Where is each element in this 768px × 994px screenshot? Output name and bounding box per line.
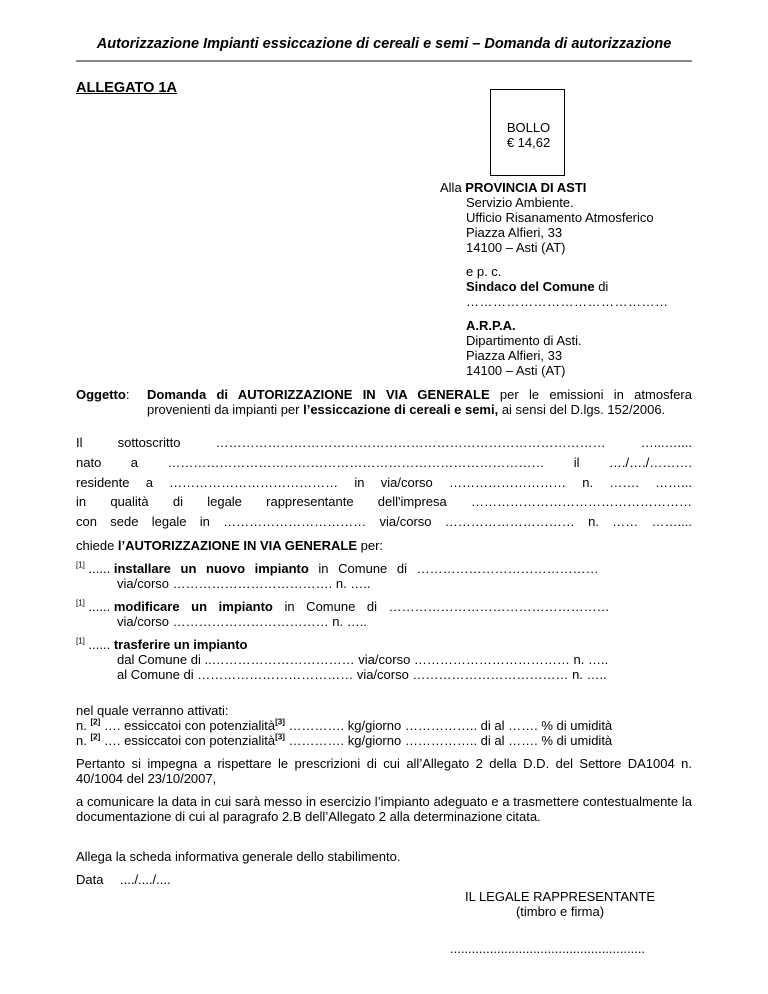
allega-line: Allega la scheda informativa generale dello stabilimento. (76, 849, 401, 864)
bollo-stamp-box (490, 89, 565, 176)
comunicare-paragraph: a comunicare la data in cui sarà messo in esercizio l’impianto adeguato e a trasmettere contestualmente la documentazione di cui al paragrafo 2.B dell’Allegato 2 alla determinazione citata. (76, 794, 692, 824)
firma-subtitle: (timbro e firma) (515, 904, 605, 919)
recipient-line: Ufficio Risanamento Atmosferico (466, 210, 654, 225)
option-modificare-via[interactable]: via/corso ……………………………… n. ….. (117, 614, 367, 629)
recipient-line: Servizio Ambiente. (466, 195, 574, 210)
attivati-intro: nel quale verranno attivati: (76, 703, 229, 718)
recipient-line: Piazza Alfieri, 33 (466, 225, 563, 240)
recipient-block (440, 180, 586, 195)
option-nuovo-via[interactable]: via/corso ………………………………. n. ….. (117, 576, 371, 591)
oggetto-text: Domanda di AUTORIZZAZIONE IN VIA GENERALE per le emissioni in atmosfera provenienti da impianti per l’essiccazione di cereali e semi, ai sensi del D.lgs. 152/2006. (147, 387, 692, 417)
bollo-amount: € 14,62 (506, 135, 551, 150)
option-trasferire-impianto[interactable]: [1] ...... trasferire un impianto (76, 636, 248, 652)
header-divider (76, 60, 692, 62)
sottoscritto-field[interactable]: Il sottoscritto ……………………………………………………………………………… …...….... (76, 435, 692, 450)
document-header: Autorizzazione Impianti essiccazione di cereali e semi – Domanda di autorizzazione (96, 36, 672, 52)
impegno-paragraph: Pertanto si impegna a rispettare le prescrizioni di cui all’Allegato 2 della D.D. del Settore DA1004 n. 40/1004 del 23/10/2007, (76, 756, 692, 786)
cc-sindaco (466, 279, 608, 294)
data-field[interactable]: ..../..../.... (120, 872, 171, 887)
essiccatoi-row[interactable]: n. [2] …. essiccatoi con potenzialità[3] …………. kg/giorno …………….. di al ……. % di umidità (76, 732, 613, 748)
bollo-label: BOLLO (506, 120, 551, 135)
essiccatoi-row[interactable]: n. [2] …. essiccatoi con potenzialità[3] …………. kg/giorno …………….. di al ……. % di umidità (76, 717, 613, 733)
chiede-line: chiede l’AUTORIZZAZIONE IN VIA GENERALE per: (76, 538, 384, 553)
sindaco-label: Sindaco del Comune (466, 279, 595, 294)
firma-title: IL LEGALE RAPPRESENTANTE (464, 889, 655, 904)
arpa-line: Piazza Alfieri, 33 (466, 348, 563, 363)
recipient-prefix: Alla (440, 180, 466, 195)
option-trasferire-al[interactable]: al Comune di ……………………………… via/corso ……………………………… n. ….. (117, 667, 607, 682)
qualita-field[interactable]: in qualità di legale rappresentante dell'impresa …………………………………………… (76, 494, 692, 509)
arpa-line: 14100 – Asti (AT) (466, 363, 566, 378)
option-trasferire-dal[interactable]: dal Comune di ..…………………………… via/corso ……………………………… n. ….. (117, 652, 609, 667)
sindaco-fill-line[interactable]: ……………………………………… (466, 294, 669, 309)
recipient-line: 14100 – Asti (AT) (466, 240, 566, 255)
oggetto-label: Oggetto: (76, 387, 130, 402)
residente-field[interactable]: residente a ………………………………… in via/corso ……………………… n. ……. ……... (76, 475, 692, 490)
option-modificare-impianto[interactable]: [1] ...... modificare un impianto in Comune di …………………………………………… (76, 598, 610, 614)
allegato-title: ALLEGATO 1A (76, 80, 177, 96)
sindaco-suffix: di (594, 279, 609, 294)
sede-field[interactable]: con sede legale in …………………………… via/corso ………………………… n. …… …….... (76, 514, 692, 529)
arpa-line: Dipartimento di Asti. (466, 333, 582, 348)
arpa-name: A.R.P.A. (466, 318, 516, 333)
cc-label: e p. c. (466, 264, 502, 279)
firma-signature-line[interactable]: ...................................................... (450, 941, 646, 956)
nato-field[interactable]: nato a …………………………………………………………………………… il …./…./………. (76, 455, 692, 470)
recipient-name: PROVINCIA DI ASTI (465, 180, 587, 195)
option-nuovo-impianto[interactable]: [1] ...... installare un nuovo impianto in Comune di …………………………………… (76, 560, 599, 576)
data-label: Data (76, 872, 104, 887)
